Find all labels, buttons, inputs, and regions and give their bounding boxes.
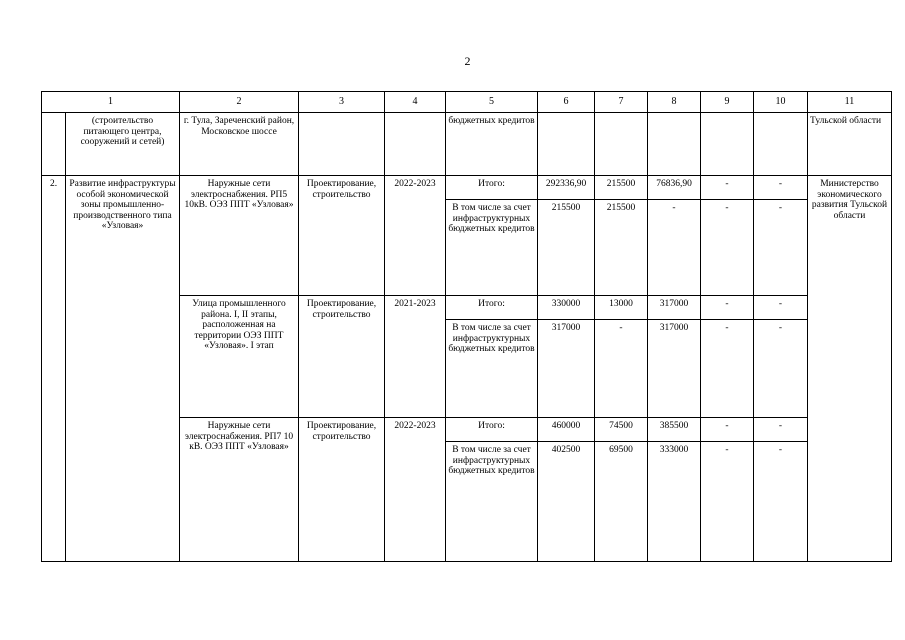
cont-num-cell: [42, 113, 66, 176]
cont-source-cell: бюджетных кредитов: [446, 113, 538, 176]
value-col6: 460000: [538, 418, 595, 442]
item-number: 2.: [42, 176, 66, 562]
value-col6: 317000: [538, 320, 595, 418]
value-col9: -: [701, 418, 754, 442]
source-label: Итого:: [446, 296, 538, 320]
value-col8: 333000: [648, 442, 701, 562]
value-col7: 69500: [595, 442, 648, 562]
header-col-10: 10: [754, 92, 808, 113]
value-col10: -: [754, 176, 808, 200]
value-col10: -: [754, 442, 808, 562]
continuation-row: [42, 113, 892, 176]
header-col-6: 6: [538, 92, 595, 113]
value-col7: -: [595, 320, 648, 418]
value-col8: 317000: [648, 296, 701, 320]
cont-col6: [538, 113, 595, 176]
object-stage: Проектирование, строительство: [299, 296, 385, 418]
value-col8: 385500: [648, 418, 701, 442]
object-name: Улица промышленного района. I, II этапы, расположенная на территории ОЭЗ ППТ «Узловая». I этап: [180, 296, 299, 418]
object-period: 2022-2023: [385, 418, 446, 562]
table-row: [42, 176, 892, 200]
value-col9: -: [701, 442, 754, 562]
value-col7: 215500: [595, 200, 648, 296]
source-label: Итого:: [446, 176, 538, 200]
value-col10: -: [754, 296, 808, 320]
object-period: 2021-2023: [385, 296, 446, 418]
value-col7: 215500: [595, 176, 648, 200]
header-col-1: 1: [42, 92, 180, 113]
page-number: 2: [464, 54, 471, 68]
cont-period-cell: [385, 113, 446, 176]
header-col-4: 4: [385, 92, 446, 113]
cont-object-cell: г. Тула, Зареченский район, Московское шоссе: [180, 113, 299, 176]
value-col6: 330000: [538, 296, 595, 320]
object-stage: Проектирование, строительство: [299, 176, 385, 296]
value-col10: -: [754, 418, 808, 442]
cont-stage-cell: [299, 113, 385, 176]
value-col8: 76836,90: [648, 176, 701, 200]
header-col-9: 9: [701, 92, 754, 113]
value-col6: 215500: [538, 200, 595, 296]
value-col9: -: [701, 296, 754, 320]
value-col10: -: [754, 200, 808, 296]
source-label: В том числе за счет инфраструктурных бюджетных кредитов: [446, 442, 538, 562]
source-label: В том числе за счет инфраструктурных бюджетных кредитов: [446, 320, 538, 418]
item-name: Развитие инфраструктуры особой экономической зоны промышленно-производственного типа «Узловая»: [66, 176, 180, 562]
cont-name-cell: (строительство питающего центра, сооружений и сетей): [66, 113, 180, 176]
value-col10: -: [754, 320, 808, 418]
header-col-11: 11: [808, 92, 892, 113]
executor-cell: Министерство экономического развития Тульской области: [808, 176, 892, 562]
value-col6: 292336,90: [538, 176, 595, 200]
cont-col8: [648, 113, 701, 176]
value-col7: 13000: [595, 296, 648, 320]
header-col-2: 2: [180, 92, 299, 113]
header-col-5: 5: [446, 92, 538, 113]
source-label: Итого:: [446, 418, 538, 442]
object-name: Наружные сети электроснабжения. РП7 10 кВ. ОЭЗ ППТ «Узловая»: [180, 418, 299, 562]
value-col8: -: [648, 200, 701, 296]
cont-col9: [701, 113, 754, 176]
cont-col7: [595, 113, 648, 176]
budget-table: [41, 91, 892, 562]
object-name: Наружные сети электроснабжения. РП5 10кВ. ОЭЗ ППТ «Узловая»: [180, 176, 299, 296]
header-col-8: 8: [648, 92, 701, 113]
cont-col10: [754, 113, 808, 176]
object-period: 2022-2023: [385, 176, 446, 296]
header-col-3: 3: [299, 92, 385, 113]
object-stage: Проектирование, строительство: [299, 418, 385, 562]
source-label: В том числе за счет инфраструктурных бюджетных кредитов: [446, 200, 538, 296]
header-col-7: 7: [595, 92, 648, 113]
value-col9: -: [701, 320, 754, 418]
cont-executor-cell: Тульской области: [808, 113, 892, 176]
value-col8: 317000: [648, 320, 701, 418]
value-col7: 74500: [595, 418, 648, 442]
value-col9: -: [701, 176, 754, 200]
value-col9: -: [701, 200, 754, 296]
header-row: [42, 92, 892, 113]
value-col6: 402500: [538, 442, 595, 562]
